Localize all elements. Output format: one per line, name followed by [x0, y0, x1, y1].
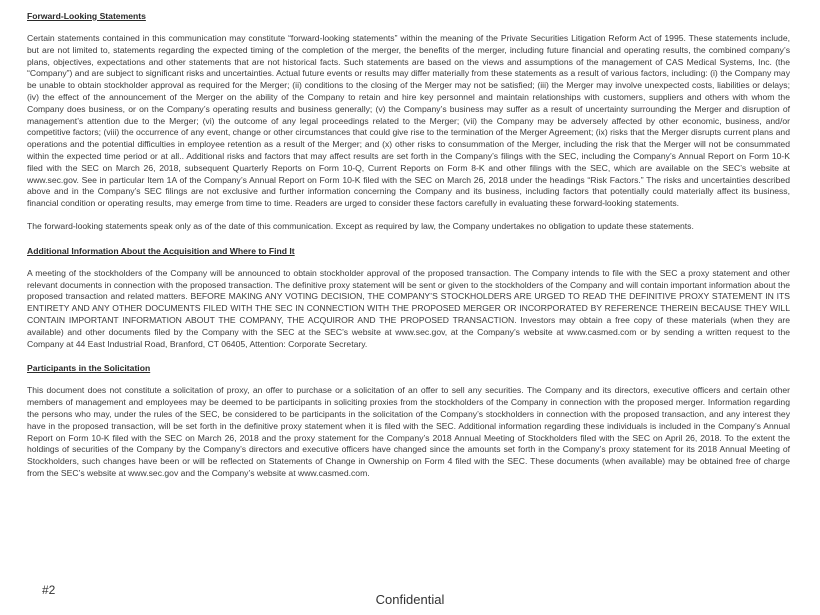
section-heading: Additional Information About the Acquisition and Where to Find It [27, 245, 295, 256]
paragraph: The forward-looking statements speak only as of the date of this communication. Except as required by law, the Company undertakes no obligation to update these statements. [27, 220, 694, 231]
paragraph: Certain statements contained in this communication may constitute “forward-looking statements” within the meaning of the Private Securities Litigation Reform Act of 1995. These statements include, but are not limited to, statements regarding the expected timing of the completion of the merger, the benefits of the merger, including future financial and operating results, the combined company’s plans, objectives, expectations and other statements that are not historical facts. Such statements are based on the views and assumptions of the management of CAS Medical Systems, Inc. (the “Company”) and are subject to significant risks and uncertainties. Actual future events or results may differ materially from these statements as a result of various factors, including: (i) the Company may be unable to obtain stockholder approval as required for the Merger; (ii) conditions to the closing of the Merger may not be satisfied; (iii) the Merger may involve unexpected costs, liabilities or delays; (iv) the effect of the announcement of the Merger on the ability of the Company to retain and hire key personnel and maintain relationships with customers, suppliers and others with whom the Company does business, or on the Company’s operating results and business generally; (v) the Company’s business may suffer as a result of uncertainty surrounding the Merger and disruption of management’s attention due to the Merger; (vi) the outcome of any legal proceedings related to the Merger; (vii) the Company may be adversely affected by other economic, business, and/or competitive factors; (viii) the occurrence of any event, change or other circumstances that could give rise to the termination of the Merger Agreement; (ix) risks that the Merger disrupts current plans and operations and the potential difficulties in employee retention as a result of the Merger; and (x) other risks to consummation of the Merger, including the risk that the Merger will not be consummated within the expected time period or at all.. Additional risks and factors that may affect results are set forth in the Company’s filings with the SEC, including the Company’s Annual Report on Form 10-K filed with the SEC on March 26, 2018, subsequent Quarterly Reports on Form 10-Q, Current Reports on Form 8-K and other filings with the SEC, which are available on the SEC’s website at www.sec.gov. See in particular Item 1A of the Company’s Annual Report on Form 10-K filed with the SEC on March 26, 2018 under the headings “Risk Factors.” The risks and uncertainties described above and in the Company’s SEC filings are not exclusive and further information concerning the Company and its business, including factors that potentially could materially affect its business, financial condition or operating results, may emerge from time to time. Readers are urged to consider these factors carefully in evaluating these forward-looking statements. [27, 33, 790, 209]
document-body [27, 10, 790, 480]
paragraph: A meeting of the stockholders of the Company will be announced to obtain stockholder approval of the proposed transaction. The Company intends to file with the SEC a proxy statement and other relevant documents in connection with the proposed transaction. The definitive proxy statement will be sent or given to the stockholders of the Company and will contain important information about the proposed transaction and related matters. BEFORE MAKING ANY VOTING DECISION, THE COMPANY’S STOCKHOLDERS ARE URGED TO READ THE DEFINITIVE PROXY STATEMENT IN ITS ENTIRETY AND ANY OTHER DOCUMENTS FILED WITH THE SEC IN CONNECTION WITH THE PROPOSED MERGER OR INCORPORATED BY REFERENCE THEREIN BECAUSE THEY WILL CONTAIN IMPORTANT INFORMATION ABOUT THE COMPANY, THE ACQUIROR AND THE PROPOSED TRANSACTION. Investors may obtain a free copy of these materials (when they are available) and other documents filed by the Company with the SEC at the SEC’s website at www.sec.gov, at the Company’s website at www.casmed.com or by sending a written request to the Company at 44 East Industrial Road, Branford, CT 06405, Attention: Corporate Secretary. [27, 267, 790, 349]
section-forward-looking [27, 10, 790, 233]
section-heading: Forward-Looking Statements [27, 11, 146, 21]
section-participants [27, 362, 790, 479]
paragraph: This document does not constitute a solicitation of proxy, an offer to purchase or a solicitation of an offer to sell any securities. The Company and its directors, executive officers and certain other members of management and employees may be deemed to be participants in soliciting proxies from the stockholders of the Company in connection with the proposed merger. Information regarding the persons who may, under the rules of the SEC, be considered to be participants in the solicitation of the Company’s stockholders in connection with the proposed transaction, and any interest they have in the proposed transaction, will be set forth in the definitive proxy statement when it is filed with the SEC. Additional information regarding these individuals is included in the Company’s Annual Report on Form 10-K filed with the SEC on March 26, 2018 and the proxy statement for the Company’s 2018 Annual Meeting of Stockholders filed with the SEC on April 26, 2018. To the extent the holdings of securities of the Company by the Company’s directors and executive officers have changed since the amounts set forth in the Company’s proxy statement for its 2018 Annual Meeting of Stockholders, such changes have been or will be reflected on Statements of Change in Ownership on Form 4 filed with the SEC. These documents (when available) may be obtained free of charge from the SEC’s website at www.sec.gov and the Company’s website at www.casmed.com. [27, 385, 790, 478]
section-additional-information [27, 245, 790, 351]
confidential-label: Confidential [375, 592, 445, 607]
page-number: #2 [42, 583, 56, 597]
section-heading: Participants in the Solicitation [27, 363, 151, 374]
